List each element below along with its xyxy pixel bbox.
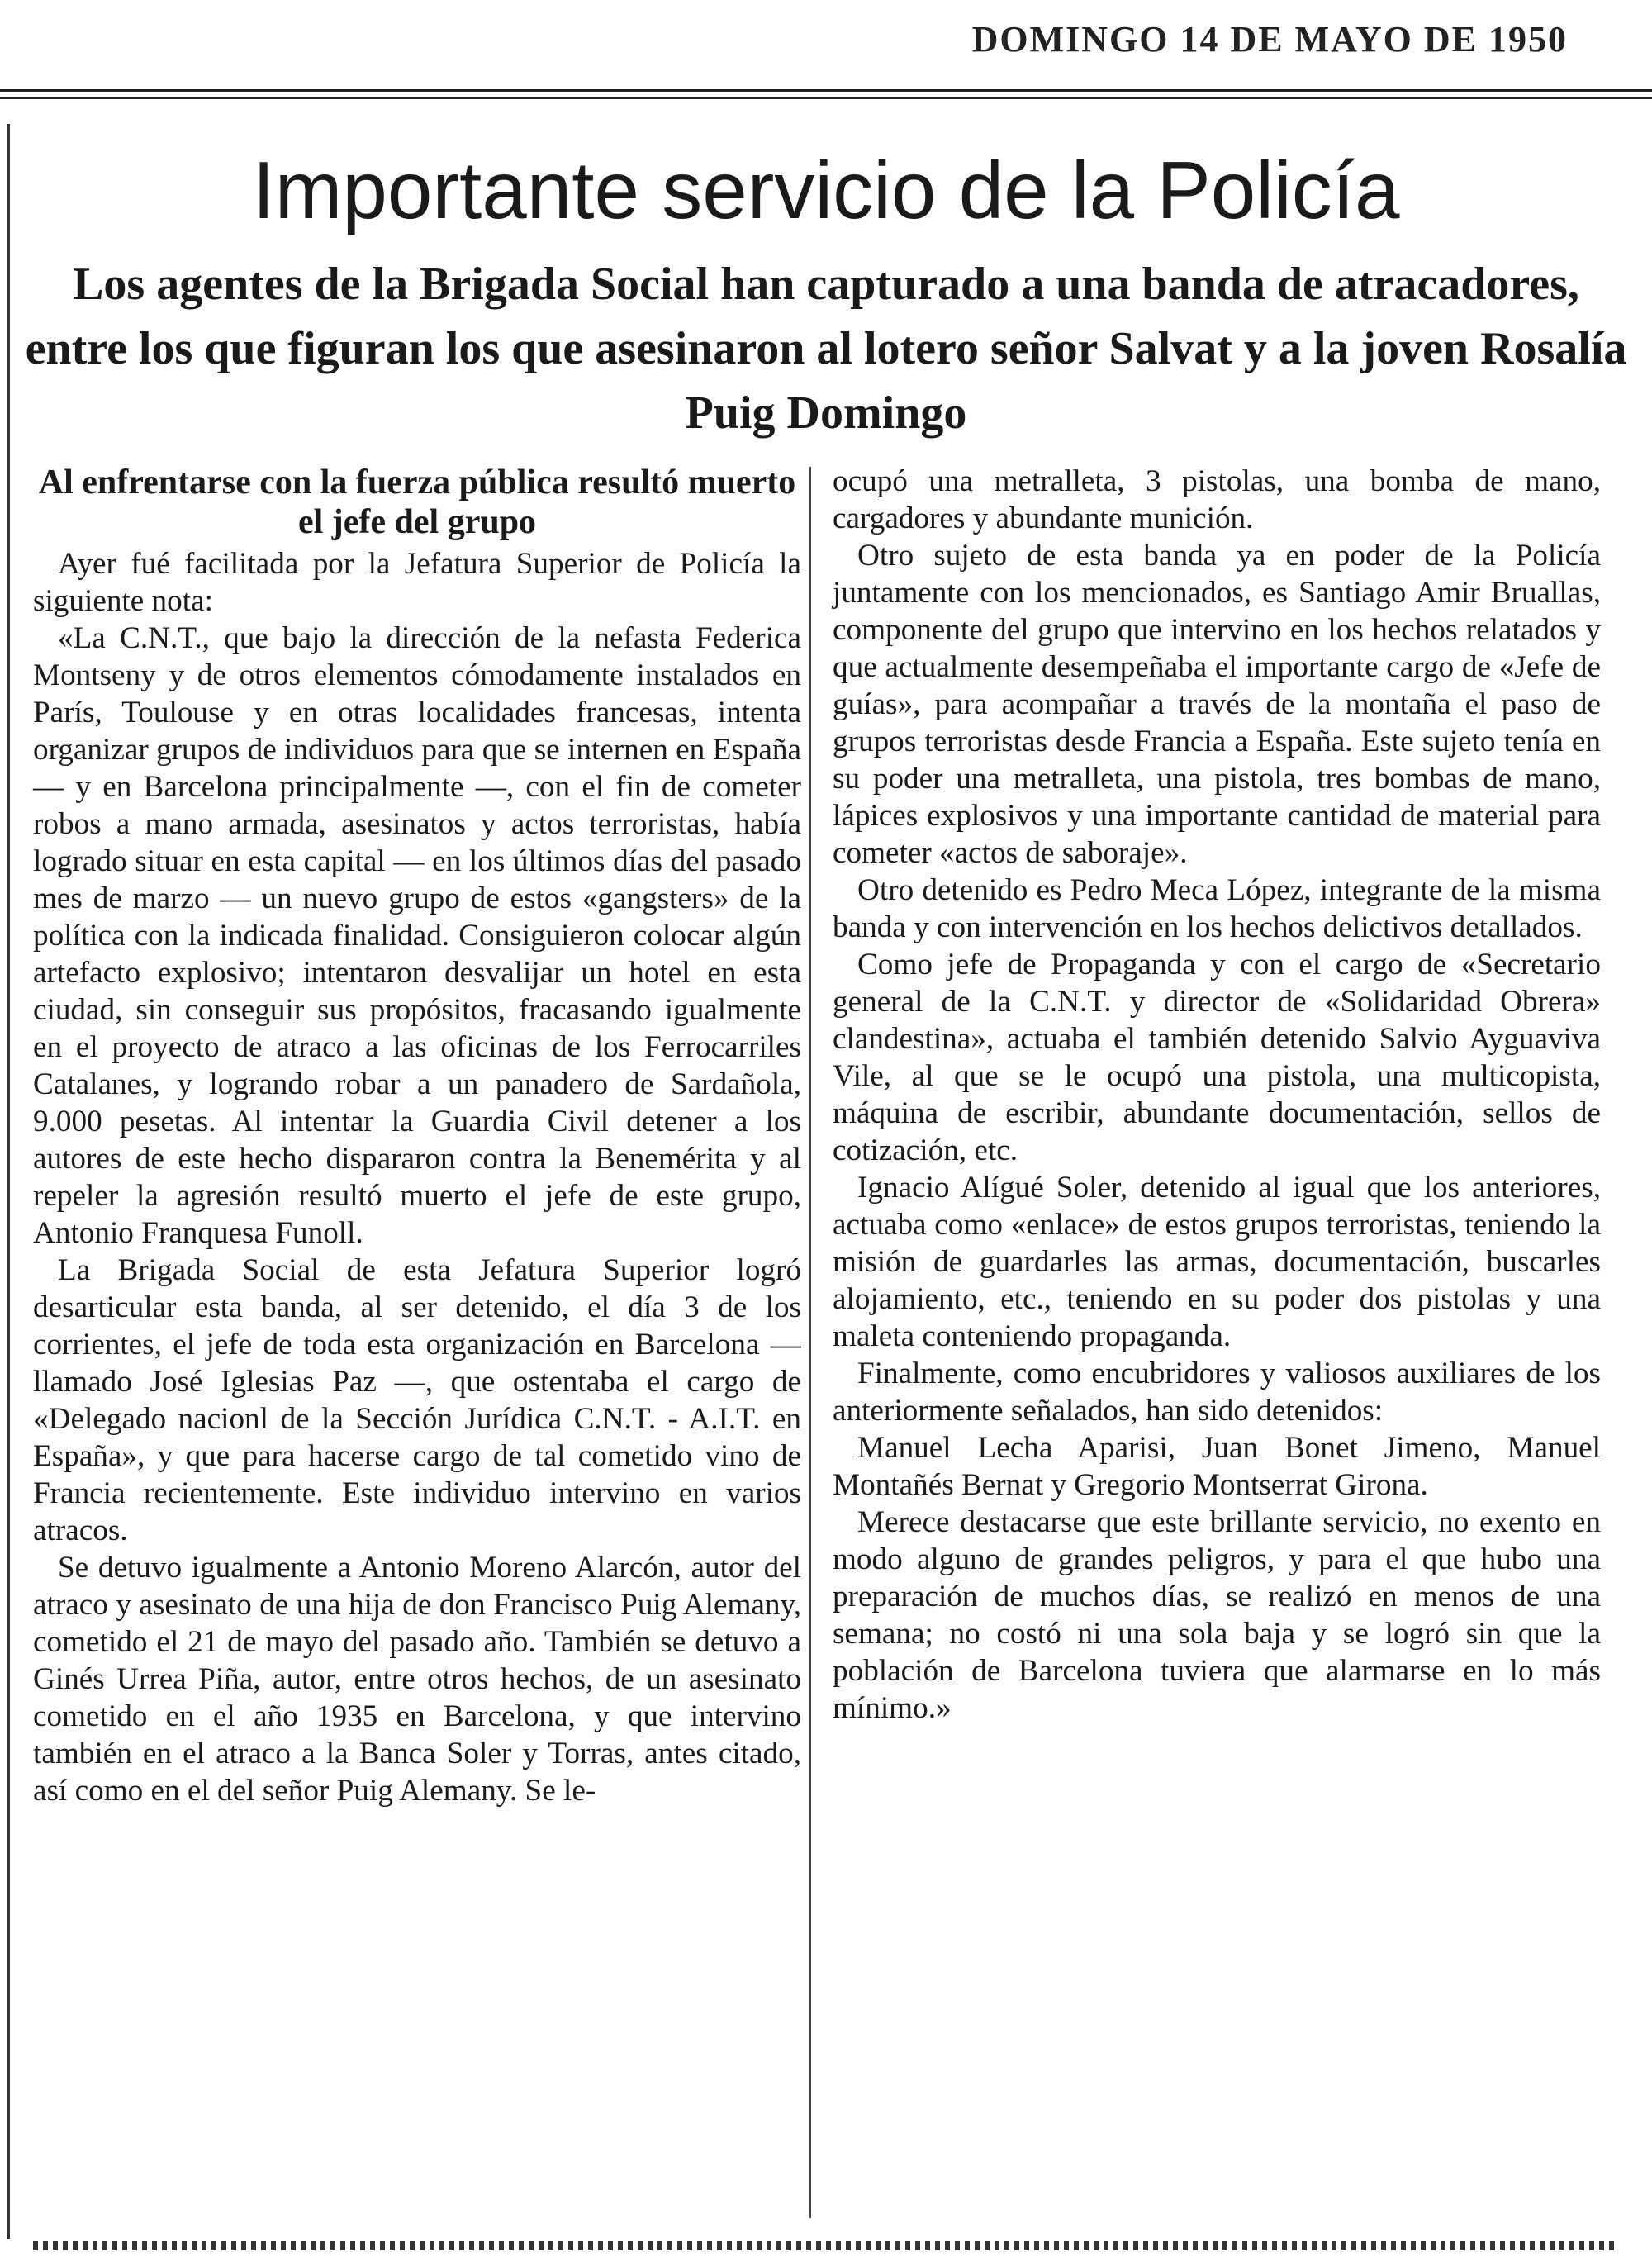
column-heading: Al enfrentarse con la fuerza pública resultó muerto el jefe del grupo <box>38 463 796 541</box>
column-divider <box>809 467 811 2218</box>
paragraph: «La C.N.T., que bajo la dirección de la nefasta Federica Montseny y de otros elementos cómodamente instalados en París, Toulouse y en otras localidades francesas, intenta organizar grupos de individuos para que se internen en España — y en Barcelona principalmente —, con el fin de cometer robos a mano armada, asesinatos y actos terroristas, había logrado situar en esta capital — en los últimos días del pasado mes de marzo — un nuevo grupo de estos «gangsters» de la política con la indicada finalidad. Consiguieron colocar algún artefacto explosivo; intentaron desvalijar un hotel en esta ciudad, sin conseguir sus propósitos, fracasando igualmente en el proyecto de atraco a las oficinas de los Ferrocarriles Catalanes, y logrando robar a un panadero de Sardañola, 9.000 pesetas. Al intentar la Guardia Civil detener a los autores de este hecho dispararon contra la Benemérita y al repeler la agresión resultó muerto el jefe de este grupo, Antonio Franquesa Funoll. <box>33 621 801 1250</box>
paragraph: Finalmente, como encubridores y valiosos auxiliares de los anteriormente señalados, han sido detenidos: <box>833 1357 1601 1428</box>
paragraph: Ayer fué facilitada por la Jefatura Superior de Policía la siguiente nota: <box>33 547 801 618</box>
left-frame-rule <box>7 124 10 2239</box>
bottom-decorative-rule <box>33 2241 1619 2250</box>
header-rule <box>0 89 1652 99</box>
paragraph: La Brigada Social de esta Jefatura Superior logró desarticular esta banda, al ser detenido, el día 3 de los corrientes, el jefe de toda esta organización en Barcelona — llamado José Iglesias Paz —, que ostentaba el cargo de «Delegado nacionl de la Sección Jurídica C.N.T. - A.I.T. en España», y que para hacerse cargo de tal cometido vino de Francia recientemente. Este individuo intervino en varios atracos. <box>33 1253 801 1547</box>
paragraph: Ignacio Alígué Soler, detenido al igual que los anteriores, actuaba como «enlace» de estos grupos terroristas, teniendo la misión de guardarles las armas, documentación, buscarles alojamiento, etc., teniendo en su poder dos pistolas y una maleta conteniendo propaganda. <box>833 1171 1601 1353</box>
paragraph: Como jefe de Propaganda y con el cargo de «Secretario general de la C.N.T. y director de «Solidaridad Obrera» clandestina», actuaba el también detenido Salvio Ayguaviva Vile, al que se le ocupó una pistola, una multicopista, máquina de escribir, abundante documentación, sellos de cotización, etc. <box>833 948 1601 1167</box>
headline: Importante servicio de la Policía <box>252 145 1400 235</box>
left-column <box>33 463 801 1809</box>
subheadline: Los agentes de la Brigada Social han capturado a una banda de atracadores, entre los que figuran los que asesinaron al lotero señor Salvat y a la joven Rosalía Puig Domingo <box>25 259 1627 439</box>
paragraph: Se detuvo igualmente a Antonio Moreno Alarcón, autor del atraco y asesinato de una hija de don Francisco Puig Alemany, cometido el 21 de mayo del pasado año. También se detuvo a Ginés Urrea Piña, autor, entre otros hechos, de un asesinato cometido en el año 1935 en Barcelona, y que intervino también en el atraco a la Banca Soler y Torras, antes citado, así como en el del señor Puig Alemany. Se le- <box>33 1551 801 1808</box>
paragraph: Otro detenido es Pedro Meca López, integrante de la misma banda y con intervención en los hechos delictivos detallados. <box>833 873 1601 944</box>
dateline: DOMINGO 14 DE MAYO DE 1950 <box>971 19 1568 59</box>
paragraph: Otro sujeto de esta banda ya en poder de la Policía juntamente con los mencionados, es Santiago Amir Bruallas, componente del grupo que intervino en los hechos relatados y que actualmente desempeñaba el importante cargo de «Jefe de guías», para acompañar a través de la montaña el paso de grupos terroristas desde Francia a España. Este sujeto tenía en su poder una metralleta, una pistola, tres bombas de mano, lápices explosivos y una importante cantidad de material para cometer «actos de saboraje». <box>833 539 1601 870</box>
paragraph: Manuel Lecha Aparisi, Juan Bonet Jimeno, Manuel Montañés Bernat y Gregorio Montserrat Girona. <box>833 1431 1601 1502</box>
paragraph: Merece destacarse que este brillante servicio, no exento en modo alguno de grandes peligros, y para el que hubo una preparación de muchos días, se realizó en menos de una semana; no costó ni una sola baja y se logró sin que la población de Barcelona tuviera que alarmarse en lo más mínimo.» <box>833 1505 1601 1725</box>
paragraph: ocupó una metralleta, 3 pistolas, una bomba de mano, cargadores y abundante munición. <box>833 464 1601 535</box>
right-column <box>833 463 1601 1727</box>
